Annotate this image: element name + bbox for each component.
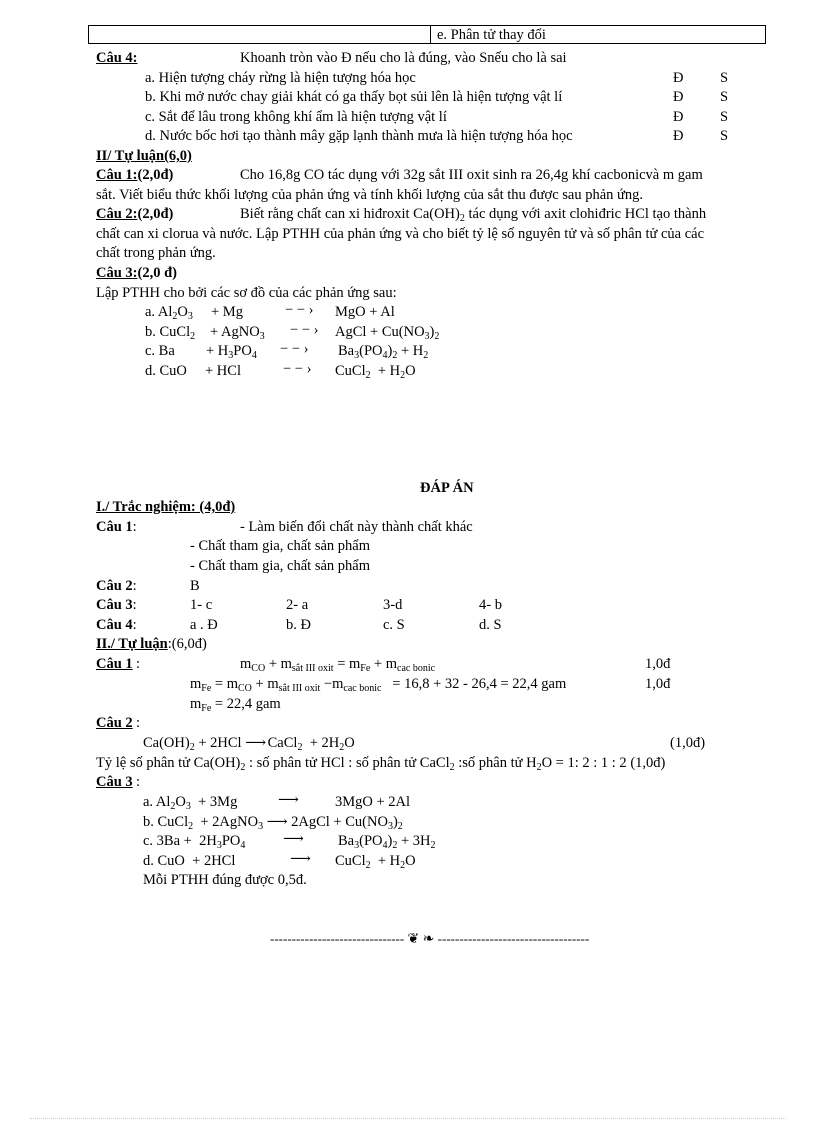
ans-q4-a1: a . Đ	[190, 617, 218, 633]
arrow-icon: − − ›	[283, 361, 312, 377]
tc2-ratio: Tỷ lệ số phân tử $Ca(OH)_2$ : số phân tử HCl : số phân tử CaCl$_2$ :số phân tử $H_2O = 1$: 2 : 1 : 2 (1,0đ)	[96, 755, 666, 773]
scheme-a-r2: + Mg	[211, 304, 243, 320]
q4-mark-d: Đ	[673, 70, 684, 86]
footer-divider: ------------------------------- ❦ ❧ -----------------------------------	[270, 931, 590, 947]
tu-luan-heading: II/ Tự luận(6,0)	[96, 148, 192, 164]
ans-q3-a2: 2- a	[286, 597, 309, 613]
tc2-score: (1,0đ)	[670, 735, 706, 751]
tl-c2-label: Câu 2:(2,0đ)	[96, 206, 174, 222]
ornament-icon: ❦ ❧	[407, 932, 435, 947]
arrow-icon: ⟶	[278, 792, 299, 808]
answers-title: ĐÁP ÁN	[420, 480, 474, 496]
tc3-eq-c-products: $Ba_3(PO_4)_2 + 3H_2$	[338, 833, 436, 851]
ans-q1-l2: - Chất tham gia, chất sản phẩm	[190, 538, 370, 554]
scheme-d: d. CuO	[145, 363, 187, 379]
scheme-d-products: CuCl$_2$ + $H_2O$	[335, 363, 416, 381]
scheme-c-products: $Ba_3(PO_4)_2 + H_2$	[338, 343, 429, 361]
ans-q4-a2: b. Đ	[286, 617, 311, 633]
ans-q2-value: B	[190, 578, 200, 594]
scheme-b-products: AgCl + $Cu(NO_3)_2$	[335, 324, 440, 342]
q4-mark-s: S	[720, 128, 729, 144]
ans-q3-a4: 4- b	[479, 597, 502, 613]
tc3-eq-a: a. $Al_2O_3 + 3Mg$	[143, 794, 238, 812]
q4-item-c: c. Sắt để lâu trong không khí ẩm là hiện tượng vật lí	[145, 109, 447, 125]
tc1-score1: 1,0đ	[645, 656, 671, 672]
arrow-icon: − − ›	[290, 322, 319, 338]
q4-instruction: Khoanh tròn vào Đ nếu cho là đúng, vào Snếu cho là sai	[240, 50, 567, 66]
tc3-eq-b: b. CuCl$_2$ + 2AgNO$_3$ ⟶ 2AgCl + $Cu(NO_3)_2$	[143, 814, 403, 832]
arrow-icon: ⟶	[290, 851, 311, 867]
q4-mark-d: Đ	[673, 109, 684, 125]
tc3-eq-c: c. $3Ba + 2H_3PO_4$	[143, 833, 246, 851]
scheme-d-r2: + HCl	[205, 363, 241, 379]
tc1-colon: :	[136, 656, 141, 672]
tc1-eq3: $m_{Fe} = 22,4$ gam	[190, 696, 281, 714]
tc1-score2: 1,0đ	[645, 676, 671, 692]
scheme-b-r2: + AgNO$_3$	[210, 324, 265, 342]
ans-q1-l3: - Chất tham gia, chất sản phẩm	[190, 558, 370, 574]
answers-sec1: I./ Trắc nghiệm: (4,0đ)	[96, 499, 236, 515]
scheme-a-products: MgO + Al	[335, 304, 395, 320]
scheme-c-r2: + $H_3PO_4$	[206, 343, 257, 361]
tc3-eq-a-products: 3MgO + 2Al	[335, 794, 411, 810]
tl-c2-line3: chất trong phản ứng.	[96, 245, 216, 261]
scheme-b: b. CuCl$_2$	[145, 324, 196, 342]
scheme-a: a. $Al_2O_3$	[145, 304, 193, 322]
ans-q1-l1: - Làm biến đổi chất này thành chất khác	[240, 519, 473, 535]
top-table	[88, 25, 766, 44]
tc3-eq-d: d. CuO + 2HCl	[143, 853, 236, 869]
table-cell-e: e. Phân tử thay đổi	[437, 27, 546, 43]
tc1-eq2: $m_{Fe} = m_{CO} + m_{sắt III oxit} -m_{cac bonic}$ = 16,8 + 32 - 26,4 = 22,4 gam	[190, 676, 567, 694]
tc3-eq-d-products: CuCl$_2$ + $H_2O$	[335, 853, 416, 871]
answers-sec2: II./ Tự luận:(6,0đ)	[96, 636, 207, 652]
tl-c3-intro: Lập PTHH cho bởi các sơ đồ của các phản ứng sau:	[96, 285, 397, 301]
tl-c2-line2: chất can xi clorua và nước. Lập PTHH của phản ứng và cho biết tỷ lệ số nguyên tử và số phân tử của các	[96, 226, 705, 242]
q4-mark-d: Đ	[673, 89, 684, 105]
q4-mark-s: S	[720, 70, 729, 86]
tc3-note: Mỗi PTHH đúng được 0,5đ.	[143, 872, 307, 888]
q4-label: Câu 4:	[96, 50, 138, 66]
tc1-eq1: $m_{CO} + m_{sắt III oxit} = m_{Fe} + m_{cac bonic}$	[240, 656, 436, 674]
arrow-icon: ⟶	[283, 831, 304, 847]
ans-q4-a3: c. S	[383, 617, 405, 633]
ans-q3-a3: 3-d	[383, 597, 403, 613]
ans-q2-label: Câu 2:	[96, 578, 137, 594]
tc3-label: Câu 3	[96, 774, 133, 790]
tl-c3-label: Câu 3:(2,0 đ)	[96, 265, 177, 281]
tc3-colon: :	[136, 774, 141, 790]
tl-c1-line1: Cho 16,8g CO tác dụng với 32g sắt III oxit sinh ra 26,4g khí cacbonicvà m gam	[240, 167, 703, 183]
ans-q1-label: Câu 1:	[96, 519, 137, 535]
page-bottom-rule	[30, 1118, 786, 1119]
arrow-icon: − − ›	[285, 302, 314, 318]
ans-q4-a4: d. S	[479, 617, 502, 633]
arrow-icon: − − ›	[280, 341, 309, 357]
scheme-c: c. Ba	[145, 343, 175, 359]
q4-item-d: d. Nước bốc hơi tạo thành mây gặp lạnh thành mưa là hiện tượng hóa học	[145, 128, 573, 144]
tc1-label: Câu 1	[96, 656, 133, 672]
q4-mark-d: Đ	[673, 128, 684, 144]
tl-c1-line2: sắt. Viết biểu thức khối lượng của phản ứng và tính khối lượng của sắt thu được sau phản ứng.	[96, 187, 644, 203]
tc2-label: Câu 2	[96, 715, 133, 731]
ans-q3-label: Câu 3:	[96, 597, 137, 613]
ans-q3-a1: 1- c	[190, 597, 213, 613]
tl-c2-line1: Biết rằng chất can xi hiđroxit $Ca(OH)_2$ tác dụng với axit clohiđric HCl tạo thành	[240, 206, 707, 224]
ans-q4-label: Câu 4:	[96, 617, 137, 633]
tc2-colon: :	[136, 715, 141, 731]
tc2-equation: $Ca(OH)_2 + 2HCl$ ⟶ CaCl$_2$ + $2H_2O$	[143, 735, 355, 753]
q4-mark-s: S	[720, 89, 729, 105]
q4-item-b: b. Khi mở nước chay giải khát có ga thấy bọt sủi lên là hiện tượng vật lí	[145, 89, 563, 105]
tl-c1-label: Câu 1:(2,0đ)	[96, 167, 174, 183]
q4-item-a: a. Hiện tượng cháy rừng là hiện tượng hóa học	[145, 70, 416, 86]
q4-mark-s: S	[720, 109, 729, 125]
